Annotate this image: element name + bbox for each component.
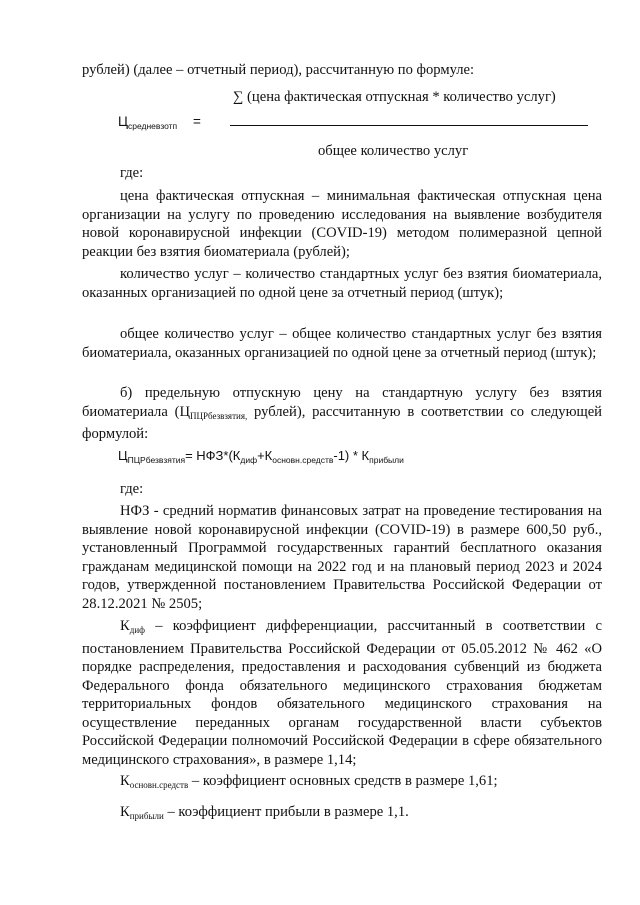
formula-lhs [118,114,177,131]
formula2-k1-sub: диф [240,455,258,465]
formula-equals: = [193,114,201,129]
formula-lhs-sub: средневзотп [128,121,178,131]
paragraph-nfz: НФЗ - средний норматив финансовых затрат на проведение тестирования на выявление новой коронавирусной инфекции (COVID-19) в размере 600,50 руб., установленный Программой государственных гарантий бесплатного оказания гражданам медицинской помощи на 2022 год и на плановый период 2023 и 2024 годов, утвержденной постановлением Правительства Российской Федерации от 28.12.2021 № 2505; [82,503,602,612]
paragraph-b-sub: ПЦРбезвзятия, [190,410,248,421]
formula2-eq: = НФЗ*(К [185,448,241,463]
formula2-c: Ц [118,448,128,463]
paragraph-kdif [82,617,602,769]
paragraph-b-after: рублей), рассчитанную в соответствии со следующей формулой: [82,403,602,442]
paragraph-total: общее количество услуг – общее количество стандартных услуг без взятия биоматериала, оказанных организацией по одной цене за отчетный период (штук); [82,326,602,361]
formula-numerator: ∑ (цена фактическая отпускная * количество услуг) [233,89,556,105]
kdif-k: К [120,618,130,634]
formula2-k2-sub: основн.средств [272,455,334,465]
paragraph-kos [82,772,602,795]
where-label-1: где: [120,165,144,181]
kdif-sub: диф [129,625,145,635]
kpr-text: – коэффициент прибыли в размере 1,1. [163,804,409,820]
kos-text: – коэффициент основных средств в размере 1,61; [188,773,498,789]
intro-line: рублей) (далее – отчетный период), рассчитанную по формуле: [82,62,475,78]
formula-denominator: общее количество услуг [318,143,469,159]
formula2-plus: +К [257,448,273,463]
paragraph-b [82,384,602,444]
kos-sub: основн.средств [129,780,189,790]
formula2-c-sub: ПЦРбезвзятия [127,455,186,465]
paragraph-price: цена фактическая отпускная – минимальная фактическая отпускная цена организации на услугу по проведению исследования на выявление возбудителя новой коронавирусной инфекции (COVID-19) методом полимеразной цепной реакции без взятия биоматериала (рублей); [82,188,602,260]
kpr-sub: прибыли [129,811,164,821]
kdif-text: – коэффициент дифференциации, рассчитанный в соответствии с постановлением Правительства Российской Федерации от 05.05.2012 № 462 «О порядке распределения, предоставления и расходования субвенций из бюджета Федерального фонда обязательного медицинского страхования бюджетам территориальных фондов обязательного медицинского страхования на осуществление переданных органам государственной власти субъектов Российской Федерации полномочий Российской Федерации в сфере обязательного медицинского страхования», в размере 1,14; [82,618,602,768]
formula2-minus: -1) * К [333,448,370,463]
formula-max-price [118,448,404,465]
paragraph-b-before: б) предельную отпускную цену на стандартную услугу без взятия биоматериала (Ц [82,385,602,420]
where-label-2: где: [120,481,144,497]
paragraph-kpr [82,803,602,826]
fraction-line [230,125,588,126]
paragraph-quantity: количество услуг – количество стандартных услуг без взятия биоматериала, оказанных организацией по одной цене за отчетный период (штук); [82,266,602,301]
kpr-k: К [120,804,130,820]
formula-lhs-main: Ц [118,114,128,129]
formula2-k3-sub: прибыли [369,455,404,465]
kos-k: К [120,773,130,789]
